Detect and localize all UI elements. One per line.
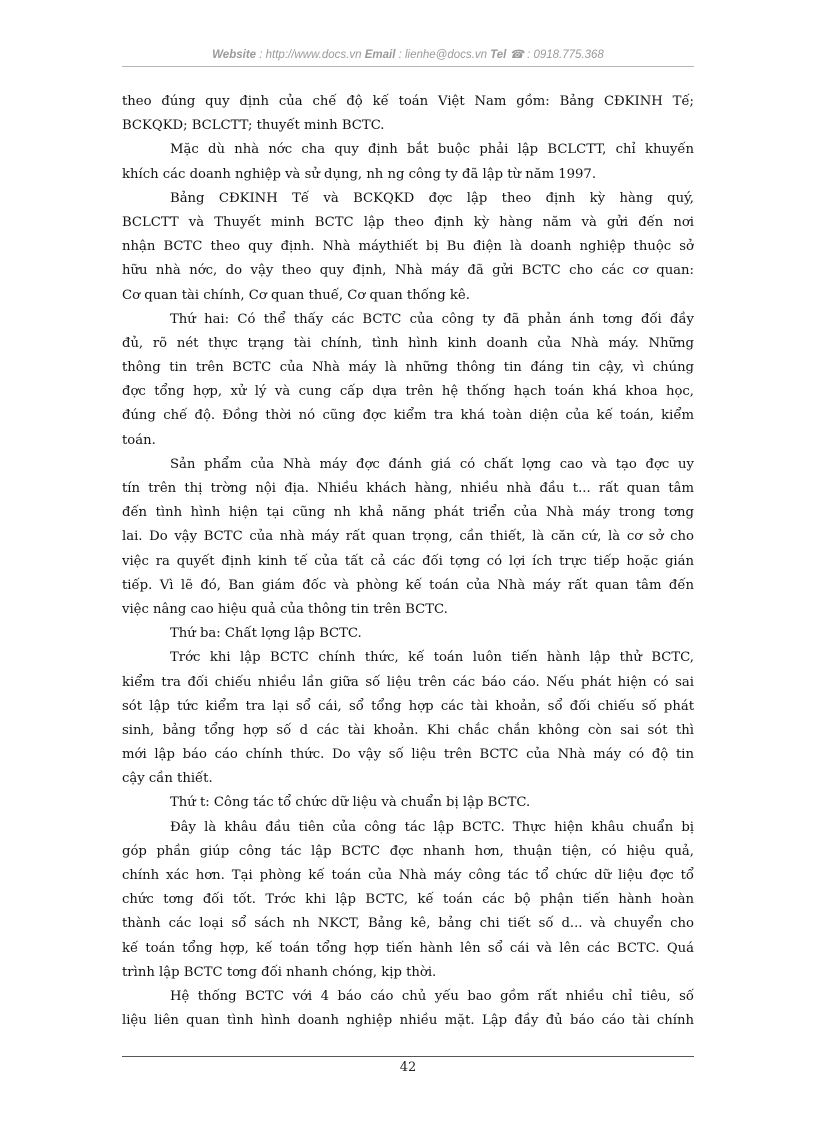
text-line: thông tin trên BCTC của Nhà máy là những thông tin đáng tin cậy, vì chúng xyxy=(122,360,694,376)
text-line: đúng chế độ. Đồng thời nó cũng đợc kiểm tra khá toàn diện của kế toán, kiểm xyxy=(122,408,694,424)
text-line: mới lập báo cáo chính thức. Do vậy số liệu trên BCTC của Nhà máy có độ tin xyxy=(122,747,694,763)
text-line: theo đúng quy định của chế độ kế toán Việt Nam gồm: Bảng CĐKINH Tế; xyxy=(122,94,694,109)
text-line: Thứ t: Công tác tổ chức dữ liệu và chuẩn bị lập BCTC. xyxy=(170,795,531,811)
email-value: : lienhe@docs.vn xyxy=(395,49,491,61)
text-line: BCLCTT và Thuyết minh BCTC lập theo định kỳ hàng năm và gửi đến nơi xyxy=(122,214,694,230)
text-line: việc ra quyết định kinh tế của tất cả các đối tợng có lợi ích trực tiếp hoặc gián xyxy=(122,553,694,569)
text-line: trình lập BCTC tơng đối nhanh chóng, kịp thời. xyxy=(122,964,437,980)
text-line: toán. xyxy=(122,432,156,448)
text-line: chính xác hơn. Tại phòng kế toán của Nhà máy công tác tổ chức dữ liệu đợc tổ xyxy=(122,868,694,883)
paragraph xyxy=(122,646,694,791)
text-line: cậy cần thiết. xyxy=(122,771,213,787)
text-line: việc nâng cao hiệu quả của thông tin trên BCTC. xyxy=(122,601,448,617)
text-line: kiểm tra đối chiếu nhiều lần giữa số liệu trên các báo cáo. Nếu phát hiện có sai xyxy=(122,674,694,690)
text-line: Đây là khâu đầu tiên của công tác lập BCTC. Thực hiện khâu chuẩn bị xyxy=(170,819,694,835)
text-line: Hệ thống BCTC với 4 báo cáo chủ yếu bao gồm rất nhiều chỉ tiêu, số xyxy=(170,988,694,1004)
tel-label: Tel xyxy=(490,49,507,61)
tel-value: ☎ : 0918.775.368 xyxy=(506,49,604,61)
footer-divider xyxy=(122,1056,694,1057)
paragraph xyxy=(122,816,694,985)
text-line: sinh, bảng tổng hợp số d các tài khoản. Khi chắc chắn không còn sai sót thì xyxy=(122,722,694,738)
text-line: lai. Do vậy BCTC của nhà máy rất quan trọng, cần thiết, là căn cứ, là cơ sở cho xyxy=(122,529,694,545)
text-line: Thứ hai: Có thể thấy các BCTC của công ty đã phản ánh tơng đối đầy xyxy=(170,311,694,327)
header-divider xyxy=(122,66,694,67)
paragraph xyxy=(122,90,694,138)
text-line: Bảng CĐKINH Tế và BCKQKD đợc lập theo định kỳ hàng quý, xyxy=(170,190,694,206)
text-line: góp phần giúp công tác lập BCTC đợc nhanh hơn, thuận tiện, có hiệu quả, xyxy=(122,843,694,859)
paragraph xyxy=(122,791,694,815)
text-line: Trớc khi lập BCTC chính thức, kế toán luôn tiến hành lập thử BCTC, xyxy=(170,650,694,666)
email-label: Email xyxy=(364,49,396,61)
text-line: tín trên thị trờng nội địa. Nhiều khách hàng, nhiều nhà đầu t... rất quan tâm xyxy=(122,481,694,496)
paragraph xyxy=(122,187,694,308)
text-line: hữu nhà nớc, do vậy theo quy định, Nhà máy đã gửi BCTC cho các cơ quan: xyxy=(122,263,694,279)
text-line: đến tình hình hiện tại cũng nh khả năng phát triển của Nhà máy trong tơng xyxy=(122,505,694,521)
website-label: Website xyxy=(212,49,257,61)
text-line: liệu liên quan tình hình doanh nghiệp nhiều mặt. Lập đầy đủ báo cáo tài chính xyxy=(122,1013,694,1029)
text-line: tiếp. Vì lẽ đó, Ban giám đốc và phòng kế toán của Nhà máy rất quan tâm đến xyxy=(122,577,694,593)
text-line: thành các loại sổ sách nh NKCT, Bảng kê, bảng chi tiết số d... và chuyển cho xyxy=(122,916,694,932)
text-line: Thứ ba: Chất lợng lập BCTC. xyxy=(170,626,362,642)
document-body xyxy=(122,90,694,1033)
paragraph xyxy=(122,138,694,186)
paragraph xyxy=(122,308,694,453)
text-line: sót lập tức kiểm tra lại sổ cái, sổ tổng hợp các tài khoản, sổ đối chiếu số phát xyxy=(122,698,694,714)
text-line: Mặc dù nhà nớc cha quy định bắt buộc phải lập BCLCTT, chỉ khuyến xyxy=(170,142,694,158)
text-line: Sản phẩm của Nhà máy đợc đánh giá có chất lợng cao và tạo đợc uy xyxy=(170,456,694,472)
page-number: 42 xyxy=(399,1060,417,1075)
text-line: đợc tổng hợp, xử lý và cung cấp dựa trên hệ thống hạch toán khá khoa học, xyxy=(122,384,694,400)
text-line: khích các doanh nghiệp và sử dụng, nh ng công ty đã lập từ năm 1997. xyxy=(122,166,597,182)
text-line: chức tơng đối tốt. Trớc khi lập BCTC, kế toán các bộ phận tiến hành hoàn xyxy=(122,892,694,908)
paragraph xyxy=(122,453,694,622)
text-line: kế toán tổng hợp, kế toán tổng hợp tiến hành lên sổ cái và lên các BCTC. Quá xyxy=(122,940,694,956)
website-value: : http://www.docs.vn xyxy=(256,49,365,61)
paragraph xyxy=(122,985,694,1033)
paragraph xyxy=(122,622,694,646)
page-header xyxy=(122,47,694,61)
text-line: BCKQKD; BCLCTT; thuyết minh BCTC. xyxy=(122,118,385,134)
text-line: nhận BCTC theo quy định. Nhà máythiết bị Bu điện là doanh nghiệp thuộc sở xyxy=(122,239,694,255)
text-line: đủ, rõ nét thực trạng tài chính, tình hình kinh doanh của Nhà máy. Những xyxy=(122,335,694,351)
text-line: Cơ quan tài chính, Cơ quan thuế, Cơ quan thống kê. xyxy=(122,287,470,303)
